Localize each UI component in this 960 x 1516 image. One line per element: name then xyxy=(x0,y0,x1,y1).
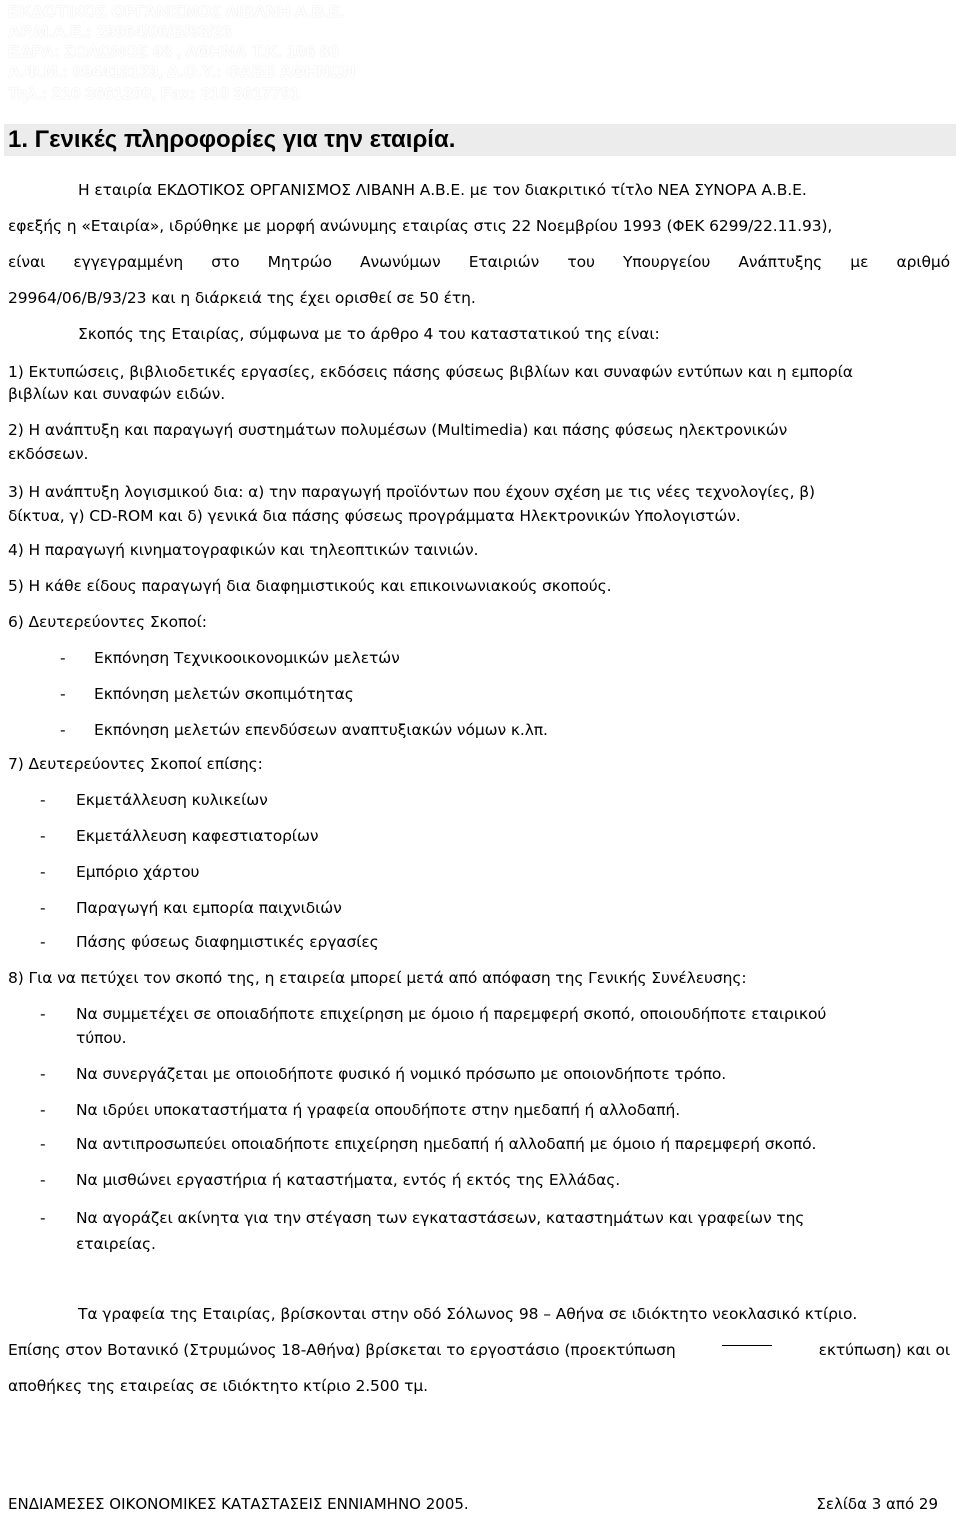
list-item: Παραγωγή και εμπορία παιχνιδιών xyxy=(76,899,342,917)
item-2-line-1: 2) Η ανάπτυξη και παραγωγή συστημάτων πολυμέσων (Multimedia) και πάσης φύσεως ηλεκτρονικών xyxy=(8,421,788,439)
list-dash: - xyxy=(40,1065,46,1083)
item-1-line-1: 1) Εκτυπώσεις, βιβλιοδετικές εργασίες, εκδόσεις πάσης φύσεως βιβλίων και συναφών εντύπων και η εμπορία xyxy=(8,363,853,381)
list-dash: - xyxy=(60,649,66,667)
offices-line-2-start: Επίσης στον Βοτανικό (Στρυμώνος 18-Αθήνα) βρίσκεται το εργοστάσιο (προεκτύπωση xyxy=(8,1341,676,1359)
intro-line-3: είναι εγγεγραμμένη στο Μητρώο Ανωνύμων Εταιριών του Υπουργείου Ανάπτυξης με αριθμό xyxy=(8,253,950,271)
item-5: 5) Η κάθε είδους παραγωγή δια διαφημιστικούς και επικοινωνιακούς σκοπούς. xyxy=(8,577,612,595)
list-item: Να αγοράζει ακίνητα για την στέγαση των εγκαταστάσεων, καταστημάτων και γραφείων της xyxy=(76,1209,805,1227)
long-dash xyxy=(718,1340,776,1350)
footer-report-title: ΕΝΔΙΑΜΕΣΕΣ ΟΙΚΟΝΟΜΙΚΕΣ ΚΑΤΑΣΤΑΣΕΙΣ ΕΝΝΙΑΜΗΝΟ 2005. xyxy=(8,1495,469,1513)
list-dash: - xyxy=(40,827,46,845)
list-item: Να συνεργάζεται με οποιοδήποτε φυσικό ή νομικό πρόσωπο με οποιονδήποτε τρόπο. xyxy=(76,1065,727,1083)
list-dash: - xyxy=(40,1005,46,1023)
item-8: 8) Για να πετύχει τον σκοπό της, η εταιρεία μπορεί μετά από απόφαση της Γενικής Συνέλευσης: xyxy=(8,969,747,987)
header-address: ΕΔΡΑ: ΣΟΛΩΝΟΣ 98 , ΑΘΗΝΑ Τ.Κ. 106 80 xyxy=(8,42,339,61)
list-dash: - xyxy=(60,685,66,703)
list-item: Πάσης φύσεως διαφημιστικές εργασίες xyxy=(76,933,379,951)
list-dash: - xyxy=(40,933,46,951)
list-item: Εκπόνηση μελετών επενδύσεων αναπτυξιακών νόμων κ.λπ. xyxy=(94,721,548,739)
header-company-name: ΕΚΔΟΤΙΚΟΣ ΟΡΓΑΝΙΣΜΟΣ ΛΙΒΑΝΗ Α.Β.Ε. xyxy=(8,2,345,21)
item-2-line-2: εκδόσεων. xyxy=(8,445,89,463)
item-1-line-2: βιβλίων και συναφών ειδών. xyxy=(8,385,226,403)
list-item: Να ιδρύει υποκαταστήματα ή γραφεία οπουδήποτε στην ημεδαπή ή αλλοδαπή. xyxy=(76,1101,681,1119)
footer-page-number: Σελίδα 3 από 29 xyxy=(816,1495,938,1513)
offices-line-3: αποθήκες της εταιρείας σε ιδιόκτητο κτίριο 2.500 τμ. xyxy=(8,1377,428,1395)
header-tax-id: Α.Φ.Μ.: 094418139, Δ.Ο.Υ.: ΦΑΒΕ ΑΘΗΝΩΝ xyxy=(8,62,356,81)
offices-line-1: Τα γραφεία της Εταιρίας, βρίσκονται στην οδό Σόλωνος 98 – Αθήνα σε ιδιόκτητο νεοκλασικό κτίριο. xyxy=(78,1305,858,1323)
list-dash: - xyxy=(40,863,46,881)
list-item-continuation: εταιρείας. xyxy=(76,1235,156,1253)
intro-line-2: εφεξής η «Εταιρία», ιδρύθηκε με μορφή ανώνυμης εταιρίας στις 22 Νοεμβρίου 1993 (ΦΕΚ 6299/22.11.93), xyxy=(8,217,833,235)
list-dash: - xyxy=(60,721,66,739)
list-item: Εκμετάλλευση καφεστιατορίων xyxy=(76,827,319,845)
list-dash: - xyxy=(40,1135,46,1153)
list-item: Εκπόνηση Τεχνικοοικονομικών μελετών xyxy=(94,649,400,667)
item-3-line-1: 3) Η ανάπτυξη λογισμικού δια: α) την παραγωγή προϊόντων που έχουν σχέση με τις νέες τεχνολογίες, β) xyxy=(8,483,815,501)
list-dash: - xyxy=(40,791,46,809)
list-item: Να συμμετέχει σε οποιαδήποτε επιχείρηση με όμοιο ή παρεμφερή σκοπό, οποιουδήποτε εταιρικού xyxy=(76,1005,827,1023)
list-item: Εμπόριο χάρτου xyxy=(76,863,200,881)
item-7: 7) Δευτερεύοντες Σκοποί επίσης: xyxy=(8,755,263,773)
header-registry-number: ΑΡ.Μ.Α.Ε.: 29964/06/Β/93/23 xyxy=(8,22,232,41)
item-6: 6) Δευτερεύοντες Σκοποί: xyxy=(8,613,207,631)
list-dash: - xyxy=(40,1171,46,1189)
intro-line-1: Η εταιρία ΕΚΔΟΤΙΚΟΣ ΟΡΓΑΝΙΣΜΟΣ ΛΙΒΑΝΗ Α.Β.Ε. με τον διακριτικό τίτλο ΝΕΑ ΣΥΝΟΡΑ Α.Β.Ε. xyxy=(78,181,807,199)
item-4: 4) Η παραγωγή κινηματογραφικών και τηλεοπτικών ταινιών. xyxy=(8,541,479,559)
header-phone-fax: Τηλ.: 210 3661200, Fax: 210 3617791 xyxy=(8,84,300,103)
list-dash: - xyxy=(40,899,46,917)
list-item: Εκπόνηση μελετών σκοπιμότητας xyxy=(94,685,354,703)
list-item: Εκμετάλλευση κυλικείων xyxy=(76,791,268,809)
list-dash: - xyxy=(40,1101,46,1119)
list-dash: - xyxy=(40,1209,46,1227)
purpose-intro: Σκοπός της Εταιρίας, σύμφωνα με το άρθρο 4 του καταστατικού της είναι: xyxy=(78,325,660,343)
list-item-continuation: τύπου. xyxy=(76,1029,127,1047)
section-title: 1. Γενικές πληροφορίες για την εταιρία. xyxy=(8,126,456,153)
list-item: Να μισθώνει εργαστήρια ή καταστήματα, εντός ή εκτός της Ελλάδας. xyxy=(76,1171,621,1189)
offices-line-2-end: εκτύπωση) και οι xyxy=(818,1341,950,1359)
list-item: Να αντιπροσωπεύει οποιαδήποτε επιχείρηση ημεδαπή ή αλλοδαπή με όμοιο ή παρεμφερή σκοπό. xyxy=(76,1135,817,1153)
offices-line-2 xyxy=(8,1340,950,1360)
item-3-line-2: δίκτυα, γ) CD-ROM και δ) γενικά δια πάσης φύσεως προγράμματα Ηλεκτρονικών Υπολογιστών. xyxy=(8,507,741,525)
intro-line-4: 29964/06/Β/93/23 και η διάρκειά της έχει ορισθεί σε 50 έτη. xyxy=(8,289,476,307)
